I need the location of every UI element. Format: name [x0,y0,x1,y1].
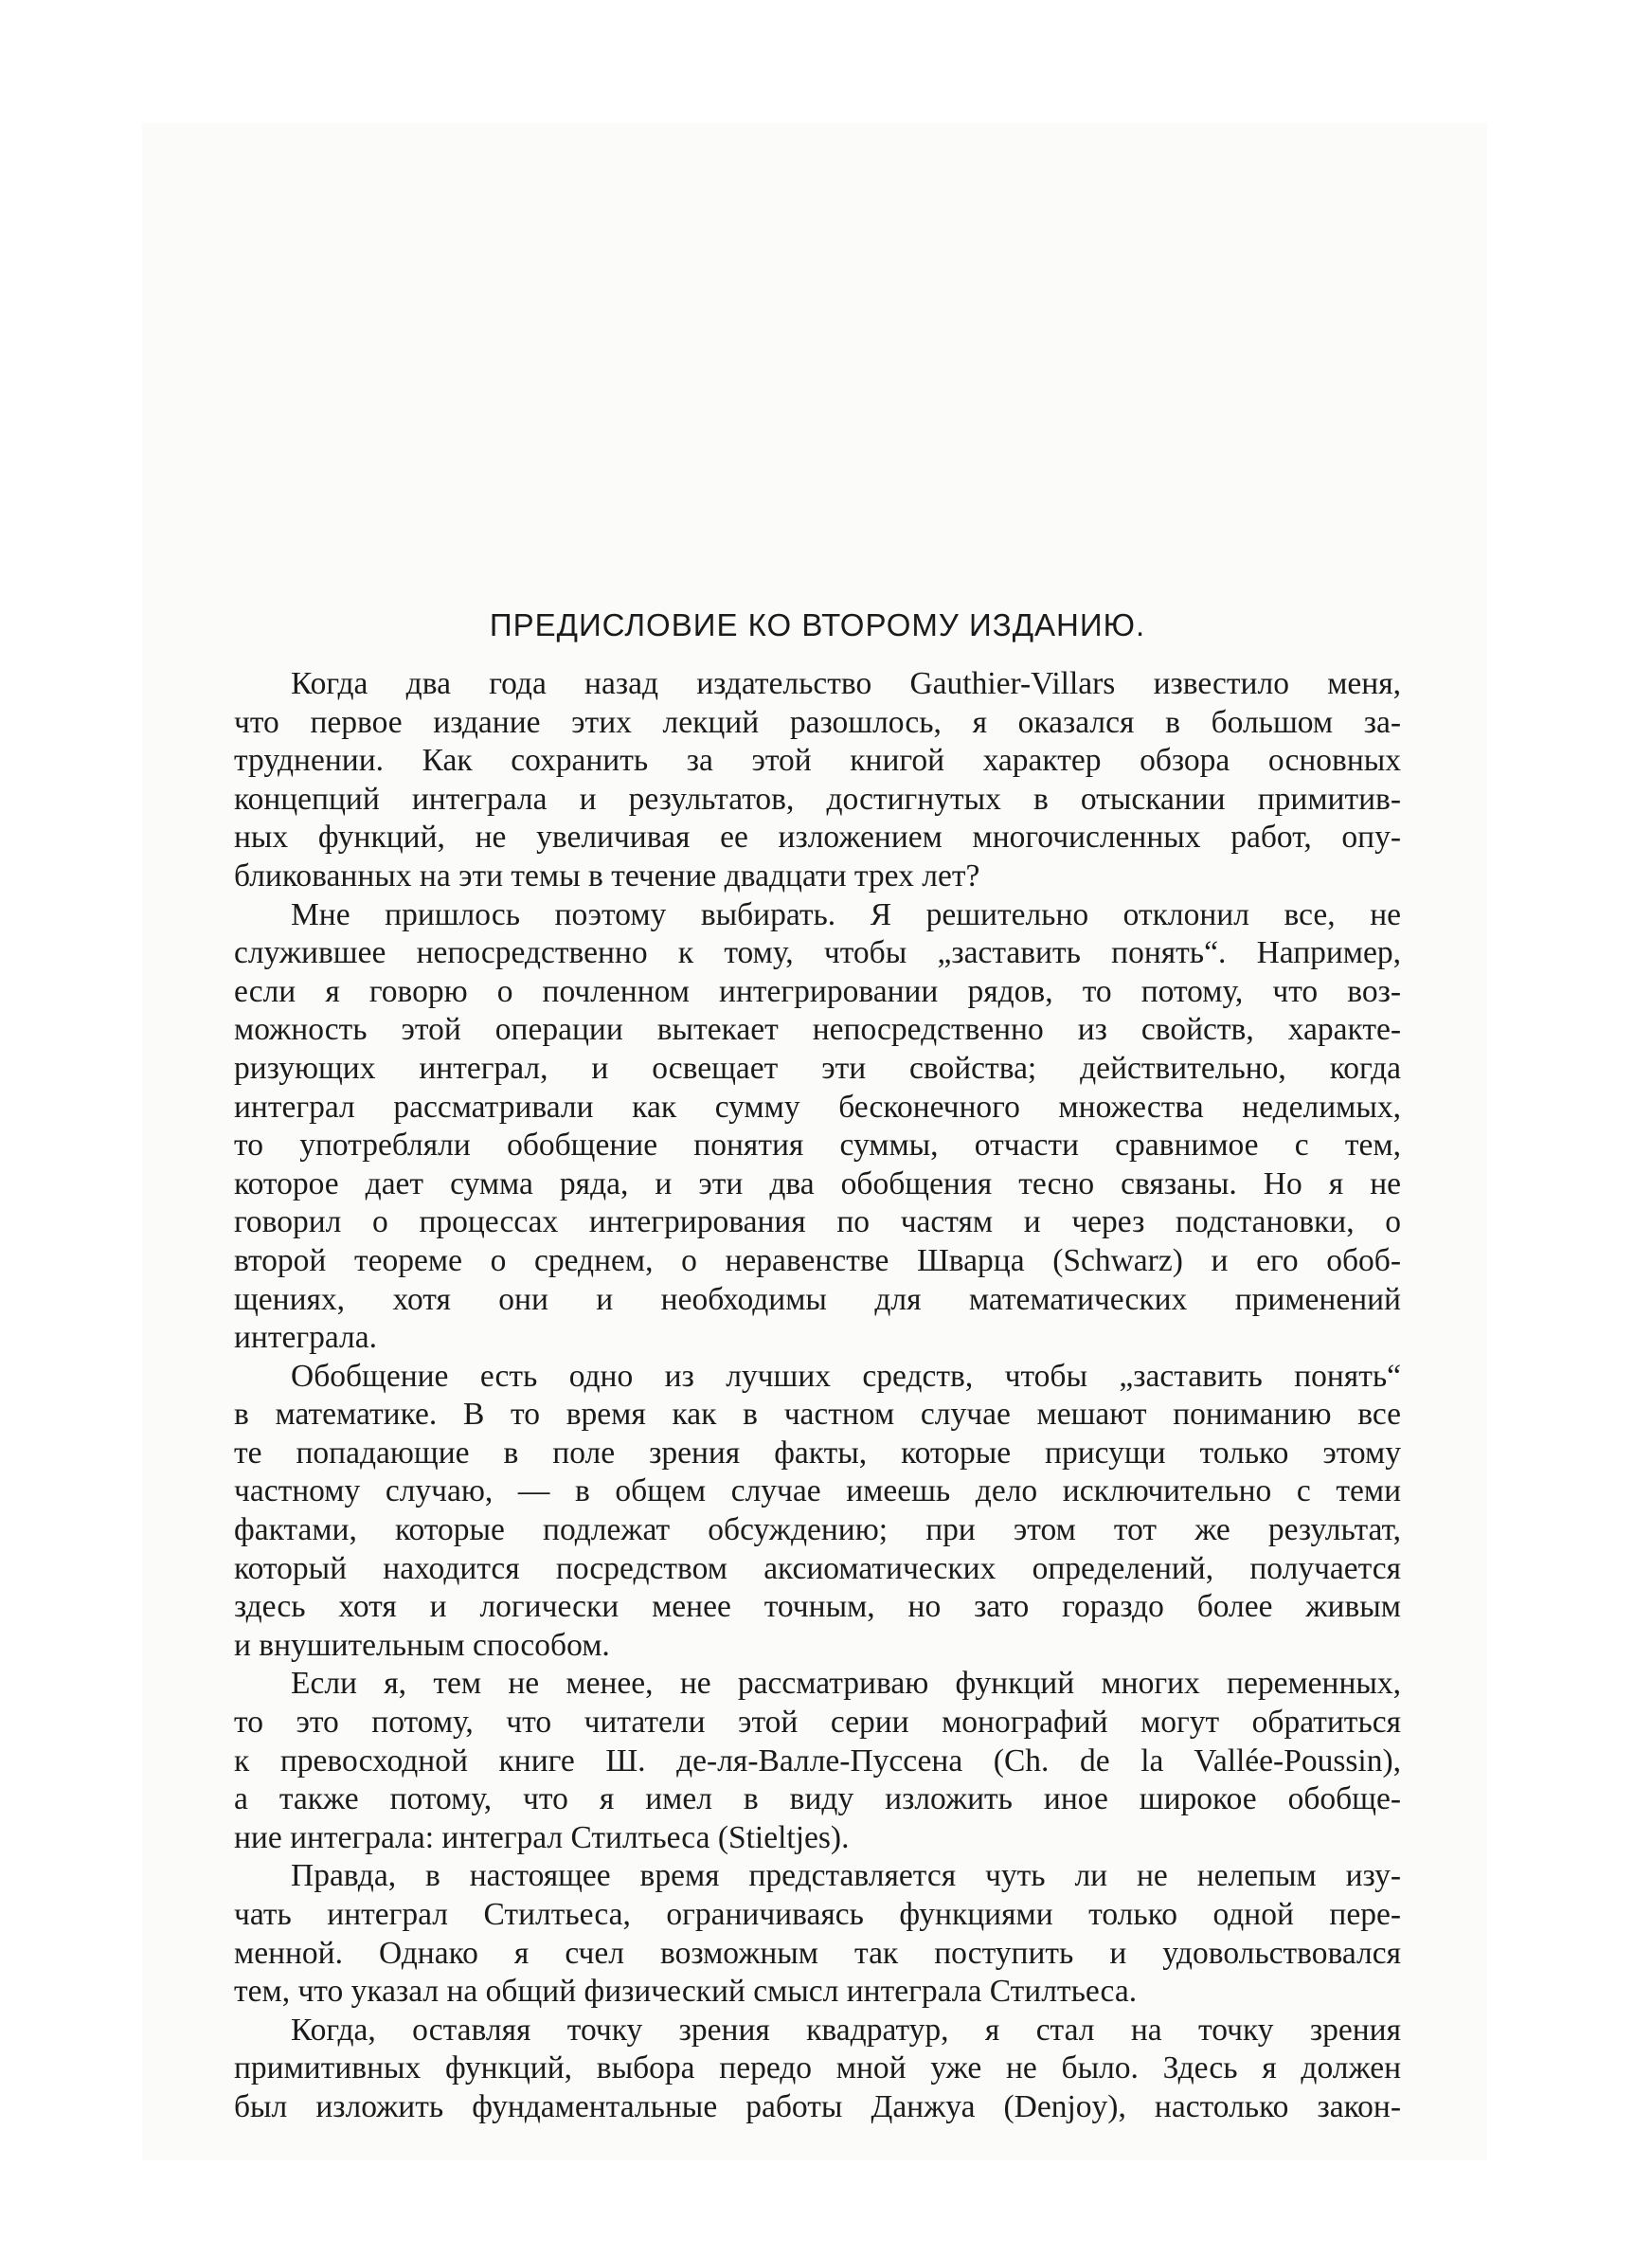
text-line: говорил о процессах интегрирования по частям и через подстановки, о [234,1204,1401,1240]
text-line: можность этой операции вытекает непосредственно из свойств, характе- [234,1012,1401,1048]
text-line: и внушительным способом. [234,1627,610,1663]
text-line: бликованных на эти темы в течение двадцати трех лет? [234,858,980,894]
text-line: к превосходной книге Ш. де-ля-Валле-Пуссена (Ch. de la Vallée-Poussin), [234,1742,1401,1779]
text-line: труднении. Как сохранить за этой книгой характер обзора основных [234,743,1401,779]
text-line: менной. Однако я счел возможным так поступить и удовольствовался [234,1935,1401,1971]
text-line: Когда, оставляя точку зрения квадратур, я стал на точку зрения [291,2012,1401,2048]
text-line: который находится посредством аксиоматических определений, получается [234,1550,1401,1586]
text-line: частному случаю, — в общем случае имеешь дело исключительно с теми [234,1473,1401,1509]
text-line: здесь хотя и логически менее точным, но зато гораздо более живым [234,1589,1401,1625]
text-line: ных функций, не увеличивая ее изложением многочисленных работ, опу- [234,820,1401,856]
text-line: то употребляли обобщение понятия суммы, отчасти сравнимое с тем, [234,1128,1401,1164]
text-line: концепций интеграла и результатов, достигнутых в отыскании примитив- [234,781,1401,817]
page-content [234,606,1401,2127]
paragraph-3 [234,1358,1401,1666]
paragraph-1 [234,665,1401,896]
text-line: Обобщение есть одно из лучших средств, чтобы „заставить понять“ [291,1358,1401,1394]
text-line: щениях, хотя они и необходимы для математических применений [234,1281,1401,1317]
paragraph-2 [234,896,1401,1358]
text-line: был изложить фундаментальные работы Данжуа (Denjoy), настолько закон- [234,2088,1401,2124]
text-line: а также потому, что я имел в виду изложить иное широкое обобще- [234,1781,1401,1817]
text-line: фактами, которые подлежат обсуждению; при этом тот же результат, [234,1512,1401,1548]
text-line: то это потому, что читатели этой серии монографий могут обратиться [234,1705,1401,1741]
text-line: Если я, тем не менее, не рассматриваю функций многих переменных, [291,1666,1401,1702]
paragraph-4 [234,1665,1401,1857]
text-line: те попадающие в поле зрения факты, которые присущи только этому [234,1435,1401,1471]
text-line: тем, что указал на общий физический смысл интеграла Стилтьеса. [234,1974,1138,2010]
text-line: примитивных функций, выбора передо мной уже не было. Здесь я должен [234,2050,1401,2086]
text-line: служившее непосредственно к тому, чтобы „заставить понять“. Например, [234,935,1401,971]
text-line: ние интеграла: интеграл Стилтьеса (Stieltjes). [234,1819,850,1855]
text-line: Когда два года назад издательство Gauthier-Villars известило меня, [291,666,1401,701]
text-line: второй теореме о среднем, о неравенстве Шварца (Schwarz) и его обоб- [234,1242,1401,1278]
text-line: что первое издание этих лекций разошлось, я оказался в большом за- [234,704,1401,740]
text-line: ризующих интеграл, и освещает эти свойства; действительно, когда [234,1050,1401,1086]
page-title: ПРЕДИСЛОВИЕ КО ВТОРОМУ ИЗДАНИЮ. [489,607,1146,642]
paragraph-6 [234,2012,1401,2127]
paragraph-5 [234,1857,1401,2011]
text-line: в математике. В то время как в частном случае мешают пониманию все [234,1397,1401,1433]
text-line: Правда, в настоящее время представляется чуть ли не нелепым изу- [291,1858,1401,1894]
text-line: Мне пришлось поэтому выбирать. Я решительно отклонил все, не [291,896,1401,932]
text-line: если я говорю о почленном интегрировании рядов, то потому, что воз- [234,973,1401,1009]
text-line: интеграл рассматривали как сумму бесконечного множества неделимых, [234,1089,1401,1125]
text-line: интеграла. [234,1320,377,1356]
text-line: которое дает сумма ряда, и эти два обобщения тесно связаны. Но я не [234,1165,1401,1201]
text-line: чать интеграл Стилтьеса, ограничиваясь функциями только одной пере- [234,1897,1401,1932]
